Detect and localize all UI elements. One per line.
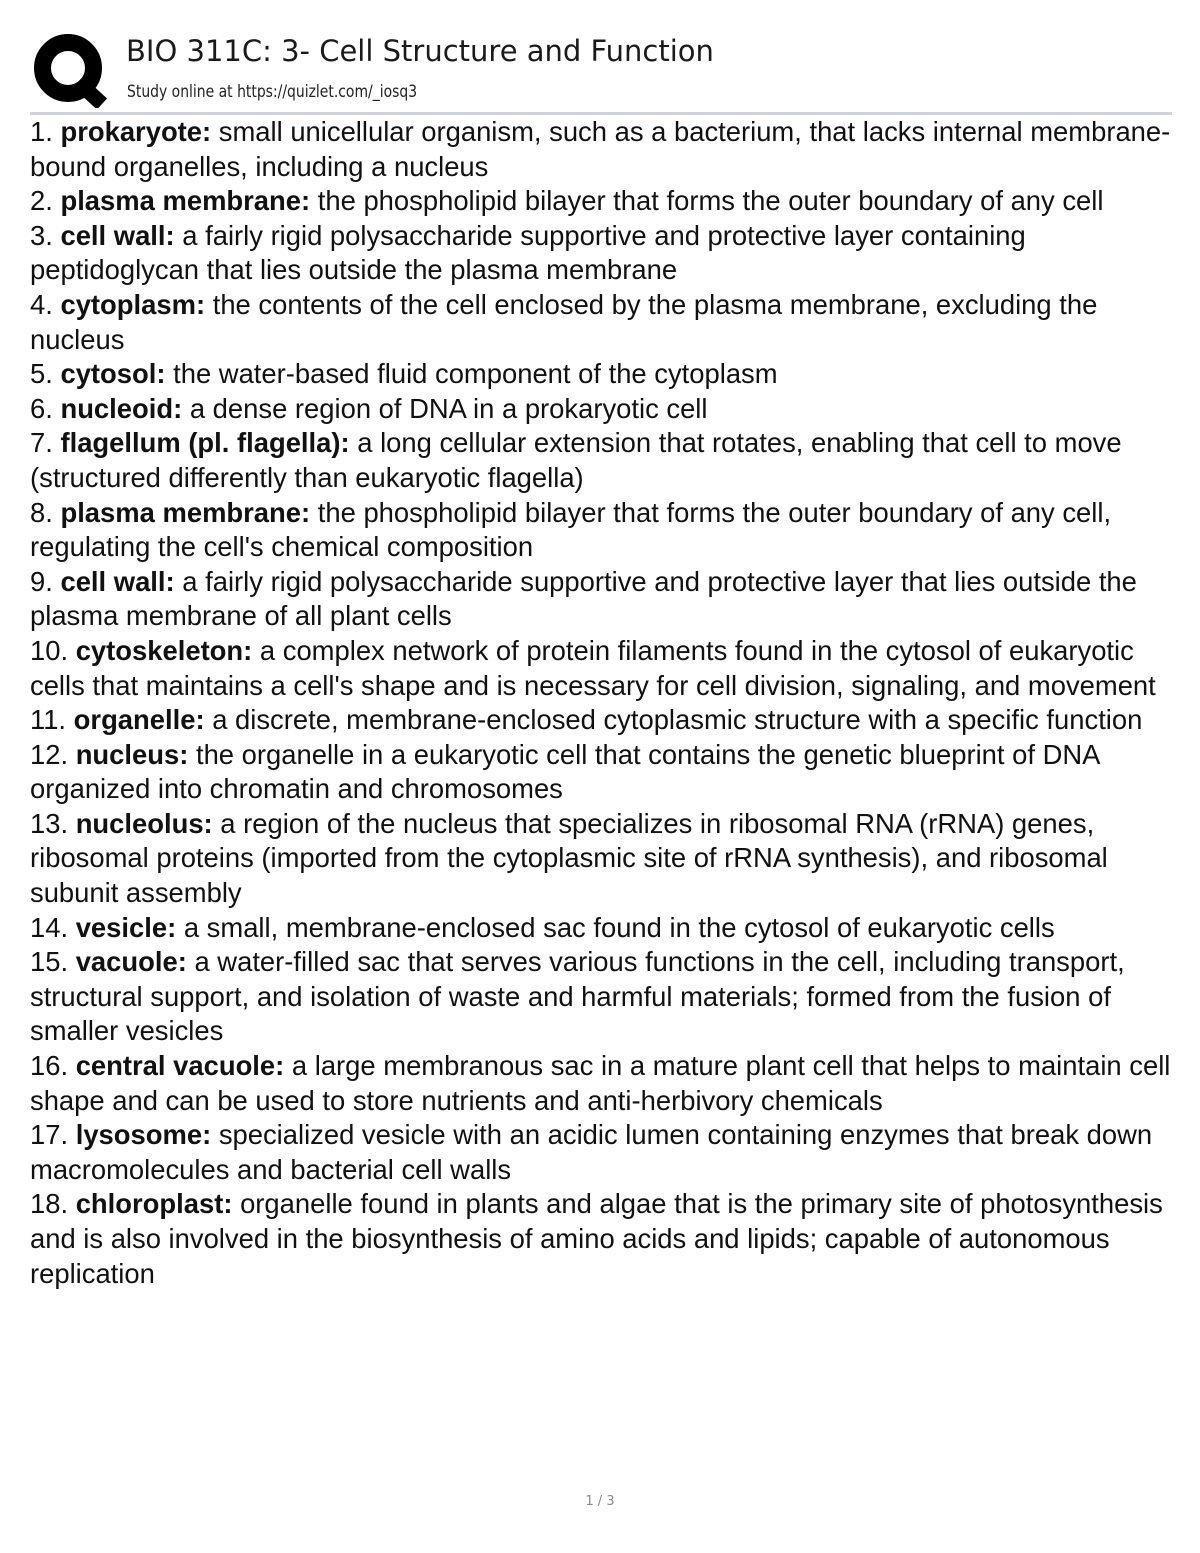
term-definition: organelle found in plants and algae that is the primary site of photosynthesis and is also involved in the biosynthesis of amino acids and lipids; capable of autonomous replication [30, 1188, 1163, 1289]
page-title: BIO 311C: 3- Cell Structure and Function [126, 34, 714, 68]
term-definition: a fairly rigid polysaccharide supportive and protective layer that lies outside the plasma membrane of all plant cells [30, 565, 1137, 632]
term-name: vesicle: [75, 911, 177, 943]
term-definition: a long cellular extension that rotates, enabling that cell to move (structured differently than eukaryotic flagella) [30, 427, 1122, 493]
term-number: 4. [30, 288, 53, 320]
list-item [30, 1118, 1175, 1187]
term-number: 5. [30, 358, 53, 390]
study-online-link-text: Study online at https://quizlet.com/_iosq3 [127, 82, 418, 102]
term-name: nucleoid: [60, 392, 183, 424]
term-definition: the phospholipid bilayer that forms the outer boundary of any cell, regulating the cell's chemical composition [30, 496, 1112, 563]
quizlet-q-logo-icon [32, 32, 108, 108]
term-definition: a complex network of protein filaments found in the cytosol of eukaryotic cells that maintains a cell's shape and is necessary for cell division, signaling, and movement [30, 634, 1156, 701]
term-name: nucleolus: [75, 807, 213, 839]
list-item [30, 392, 1175, 427]
term-name: cell wall: [60, 219, 175, 251]
term-definition: a fairly rigid polysaccharide supportive and protective layer containing peptidoglycan that lies outside the plasma membrane [30, 219, 1026, 286]
list-item [30, 1049, 1175, 1118]
list-item [30, 565, 1175, 634]
term-name: cytoplasm: [60, 288, 206, 320]
term-number: 11. [30, 704, 67, 736]
term-number: 17. [30, 1119, 69, 1151]
list-item [30, 807, 1175, 911]
term-number: 10. [30, 634, 69, 666]
list-item [30, 634, 1175, 703]
term-definition: a water-filled sac that serves various functions in the cell, including transport, structural support, and isolation of waste and harmful materials; formed from the fusion of smaller vesicles [30, 946, 1125, 1047]
list-item [30, 738, 1175, 807]
term-name: plasma membrane: [60, 185, 311, 217]
term-name: nucleus: [75, 738, 189, 770]
term-number: 9. [30, 565, 53, 597]
term-name: organelle: [73, 704, 205, 736]
term-name: prokaryote: [60, 116, 212, 147]
term-number: 16. [30, 1050, 69, 1082]
term-name: cytosol: [60, 358, 166, 390]
list-item [30, 426, 1175, 495]
list-item [30, 115, 1175, 184]
term-definition: the phospholipid bilayer that forms the outer boundary of any cell [317, 185, 1104, 217]
term-number: 7. [30, 427, 53, 459]
term-definition: the organelle in a eukaryotic cell that contains the genetic blueprint of DNA organized into chromatin and chromosomes [30, 738, 1099, 805]
term-definition: small unicellular organism, such as a bacterium, that lacks internal membrane-bound organelles, including a nucleus [30, 116, 1171, 182]
term-name: chloroplast: [75, 1188, 233, 1220]
term-number: 1. [30, 116, 53, 147]
term-number: 6. [30, 392, 53, 424]
list-item [30, 1187, 1175, 1291]
page-header [30, 28, 1172, 110]
term-name: cytoskeleton: [75, 634, 253, 666]
list-item [30, 184, 1175, 219]
term-name: cell wall: [60, 565, 175, 597]
term-number: 2. [30, 185, 53, 217]
term-name: lysosome: [75, 1119, 212, 1151]
term-definition: a large membranous sac in a mature plant cell that helps to maintain cell shape and can be used to store nutrients and anti-herbivory chemicals [30, 1050, 1171, 1116]
term-number: 14. [30, 911, 69, 943]
list-item [30, 703, 1175, 738]
term-definition: a small, membrane-enclosed sac found in the cytosol of eukaryotic cells [183, 911, 1055, 943]
term-number: 12. [30, 738, 69, 770]
term-definition: a discrete, membrane-enclosed cytoplasmic structure with a specific function [212, 704, 1143, 736]
term-definition: the water-based fluid component of the cytoplasm [173, 358, 778, 390]
term-definition: a region of the nucleus that specializes in ribosomal RNA (rRNA) genes, ribosomal proteins (imported from the cytoplasmic site of rRNA synthesis), and ribosomal subunit assembly [30, 807, 1108, 909]
term-name: plasma membrane: [60, 496, 311, 528]
list-item [30, 911, 1175, 946]
term-number: 15. [30, 946, 69, 978]
term-number: 3. [30, 219, 53, 251]
term-number: 18. [30, 1188, 69, 1220]
term-definition: the contents of the cell enclosed by the plasma membrane, excluding the nucleus [30, 288, 1098, 355]
list-item [30, 357, 1175, 392]
page-number: 1 / 3 [585, 1494, 615, 1509]
list-item [30, 288, 1175, 357]
term-number: 13. [30, 807, 69, 839]
term-list [30, 115, 1175, 1291]
term-name: vacuole: [75, 946, 187, 978]
term-number: 8. [30, 496, 53, 528]
list-item [30, 219, 1175, 288]
list-item [30, 945, 1175, 1049]
term-name: central vacuole: [75, 1050, 285, 1082]
term-name: flagellum (pl. flagella): [60, 427, 350, 459]
term-definition: specialized vesicle with an acidic lumen containing enzymes that break down macromolecules and bacterial cell walls [30, 1119, 1153, 1185]
list-item [30, 496, 1175, 565]
term-definition: a dense region of DNA in a prokaryotic cell [189, 392, 708, 424]
